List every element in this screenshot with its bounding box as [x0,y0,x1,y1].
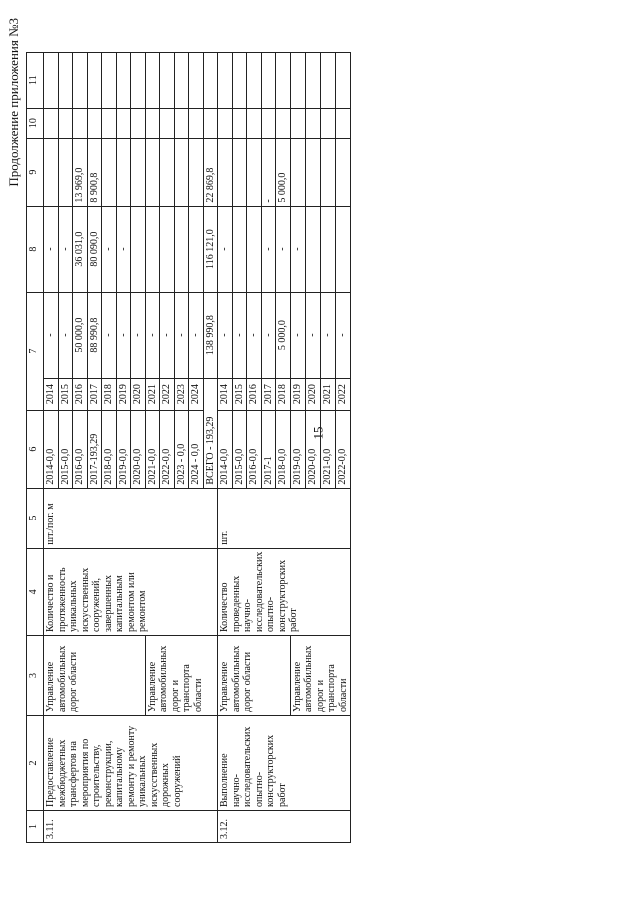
year: 2015 [58,378,73,410]
empty-cell [44,52,59,108]
empty-cell [102,108,117,138]
empty-cell [44,108,59,138]
target-value: 2020-0,0 [305,410,320,488]
empty-cell [290,108,305,138]
indicator: Количество проведенных научно-исследовательских опытно-конструкторских работ [218,548,351,635]
col-header: 3 [27,636,44,716]
funding-total: - [102,292,117,378]
col-header: 8 [27,206,44,292]
funding-regional: - [261,138,276,206]
table-row [44,52,59,842]
col-header: 11 [27,52,44,108]
funding-regional [58,138,73,206]
year: 2019 [116,378,131,410]
empty-cell [203,108,218,138]
funding-federal: - [276,206,291,292]
year: 2022 [160,378,175,410]
row-number: 3.11. [44,811,218,843]
funding-federal [189,206,204,292]
total-regional: 22 869,8 [203,138,218,206]
funding-regional [131,138,146,206]
continuation-note: Продолжение приложения №3 [6,18,21,187]
year: 2020 [131,378,146,410]
measure-name: Предоставление межбюджетных трансфертов на мероприятия по строительству, реконструкции, капитальному ремонту и ремонту уникальных искусственных дорожных сооружений [44,716,218,811]
funding-total: 50 000,0 [73,292,88,378]
empty-cell [189,52,204,108]
funding-federal [232,206,247,292]
funding-federal: - [290,206,305,292]
empty-cell [73,108,88,138]
empty-cell [261,52,276,108]
funding-total: - [218,292,233,378]
year: 2018 [276,378,291,410]
funding-federal: - [102,206,117,292]
funding-total: 88 990,8 [87,292,102,378]
target-value: 2018-0,0 [102,410,117,488]
year: 2021 [145,378,160,410]
empty-cell [116,108,131,138]
year: 2021 [320,378,335,410]
empty-cell [58,52,73,108]
empty-cell [247,52,262,108]
target-value: 2015-0,0 [232,410,247,488]
funding-regional [116,138,131,206]
year: 2016 [247,378,262,410]
col-header: 5 [27,488,44,548]
year: 2017 [261,378,276,410]
col-header: 10 [27,108,44,138]
empty-cell [145,52,160,108]
target-value: 2017-193,29 [87,410,102,488]
funding-total: - [44,292,59,378]
funding-total: - [290,292,305,378]
empty-cell [218,52,233,108]
funding-federal [305,206,320,292]
target-value: 2014-0,0 [218,410,233,488]
executor-1: Управление автомобильных дорог области [44,636,146,716]
year: 2016 [73,378,88,410]
funding-federal: - [58,206,73,292]
table-row [218,52,233,842]
funding-regional [174,138,189,206]
funding-federal [247,206,262,292]
funding-total: - [335,292,350,378]
empty-cell [174,108,189,138]
col-header: 9 [27,138,44,206]
empty-cell [276,108,291,138]
funding-regional: 13 969,0 [73,138,88,206]
empty-cell [160,108,175,138]
funding-total: - [160,292,175,378]
page-number: 15 [310,426,326,440]
year: 2024 [189,378,204,410]
measure-name: Выполнение научно-исследовательских опытно-конструкторских работ [218,716,351,811]
funding-federal [174,206,189,292]
target-value: 2021-0,0 [145,410,160,488]
funding-regional [247,138,262,206]
empty-cell [145,108,160,138]
funding-federal: - [116,206,131,292]
empty-cell [247,108,262,138]
empty-cell [73,52,88,108]
empty-cell [335,108,350,138]
executor-1: Управление автомобильных дорог области [218,636,291,716]
funding-regional [335,138,350,206]
funding-federal: - [261,206,276,292]
empty-cell [58,108,73,138]
target-value: 2022-0,0 [335,410,350,488]
funding-federal [335,206,350,292]
empty-cell [174,52,189,108]
year: 2017 [87,378,102,410]
funding-total: - [189,292,204,378]
funding-total: - [305,292,320,378]
row-number: 3.12. [218,811,351,843]
target-value: 2019-0,0 [290,410,305,488]
target-value: 2019-0,0 [116,410,131,488]
funding-regional [218,138,233,206]
funding-total: - [261,292,276,378]
target-value: 2015-0,0 [58,410,73,488]
col-header: 7 [27,292,44,410]
col-header: 6 [27,410,44,488]
unit: шт./пог. м [44,488,218,548]
funding-federal: - [218,206,233,292]
empty-cell [189,108,204,138]
funding-federal [145,206,160,292]
target-value: 2018-0,0 [276,410,291,488]
program-table [26,52,351,843]
funding-total: - [232,292,247,378]
funding-regional [44,138,59,206]
section-3-12 [218,52,351,842]
empty-cell [218,108,233,138]
funding-federal [160,206,175,292]
funding-total: - [58,292,73,378]
executor-2: Управление автомобильных дорог и транспорта области [290,636,351,716]
target-value: 2022-0,0 [160,410,175,488]
total-funding: 138 990,8 [203,292,218,378]
funding-total: - [247,292,262,378]
funding-total: 5 000,0 [276,292,291,378]
target-value: 2017-1 [261,410,276,488]
target-value: 2021-0,0 [320,410,335,488]
executor-2: Управление автомобильных дорог и транспорта области [145,636,218,716]
year: 2015 [232,378,247,410]
funding-federal [131,206,146,292]
empty-cell [305,108,320,138]
funding-federal [320,206,335,292]
funding-federal: 80 090,0 [87,206,102,292]
header-row [27,52,44,842]
empty-cell [320,108,335,138]
empty-cell [261,108,276,138]
empty-cell [203,52,218,108]
target-value: 2020-0,0 [131,410,146,488]
empty-cell [232,52,247,108]
empty-cell [160,52,175,108]
funding-total: - [131,292,146,378]
funding-regional [290,138,305,206]
col-header: 1 [27,811,44,843]
target-value: 2016-0,0 [247,410,262,488]
year: 2014 [218,378,233,410]
funding-regional [145,138,160,206]
empty-cell [335,52,350,108]
empty-cell [102,52,117,108]
funding-regional [305,138,320,206]
funding-regional: 8 900,8 [87,138,102,206]
funding-regional [320,138,335,206]
year: 2023 [174,378,189,410]
funding-total: - [116,292,131,378]
year: 2022 [335,378,350,410]
col-header: 4 [27,548,44,635]
funding-regional: 5 000,0 [276,138,291,206]
empty-cell [87,108,102,138]
empty-cell [232,108,247,138]
year: 2019 [290,378,305,410]
total-federal: 116 121,0 [203,206,218,292]
year: 2018 [102,378,117,410]
funding-federal: 36 031,0 [73,206,88,292]
empty-cell [116,52,131,108]
target-value: 2023 - 0,0 [174,410,189,488]
empty-cell [131,108,146,138]
empty-cell [276,52,291,108]
funding-regional [160,138,175,206]
unit: шт. [218,488,351,548]
empty-cell [131,52,146,108]
indicator: Количество и протяженность уникальных искусственных сооружений, завершенных капитальным ремонтом или ремонтом [44,548,218,635]
funding-total: - [145,292,160,378]
funding-federal: - [44,206,59,292]
empty-cell [290,52,305,108]
year: 2020 [305,378,320,410]
target-value: 2014-0,0 [44,410,59,488]
funding-regional [232,138,247,206]
funding-regional [189,138,204,206]
total-target: ВСЕГО - 193,29 [203,378,218,488]
col-header: 2 [27,716,44,811]
funding-regional [102,138,117,206]
section-3-11 [44,52,218,842]
target-value: 2016-0,0 [73,410,88,488]
funding-total: - [174,292,189,378]
empty-cell [87,52,102,108]
year: 2014 [44,378,59,410]
empty-cell [320,52,335,108]
target-value: 2024 - 0,0 [189,410,204,488]
empty-cell [305,52,320,108]
funding-total: - [320,292,335,378]
